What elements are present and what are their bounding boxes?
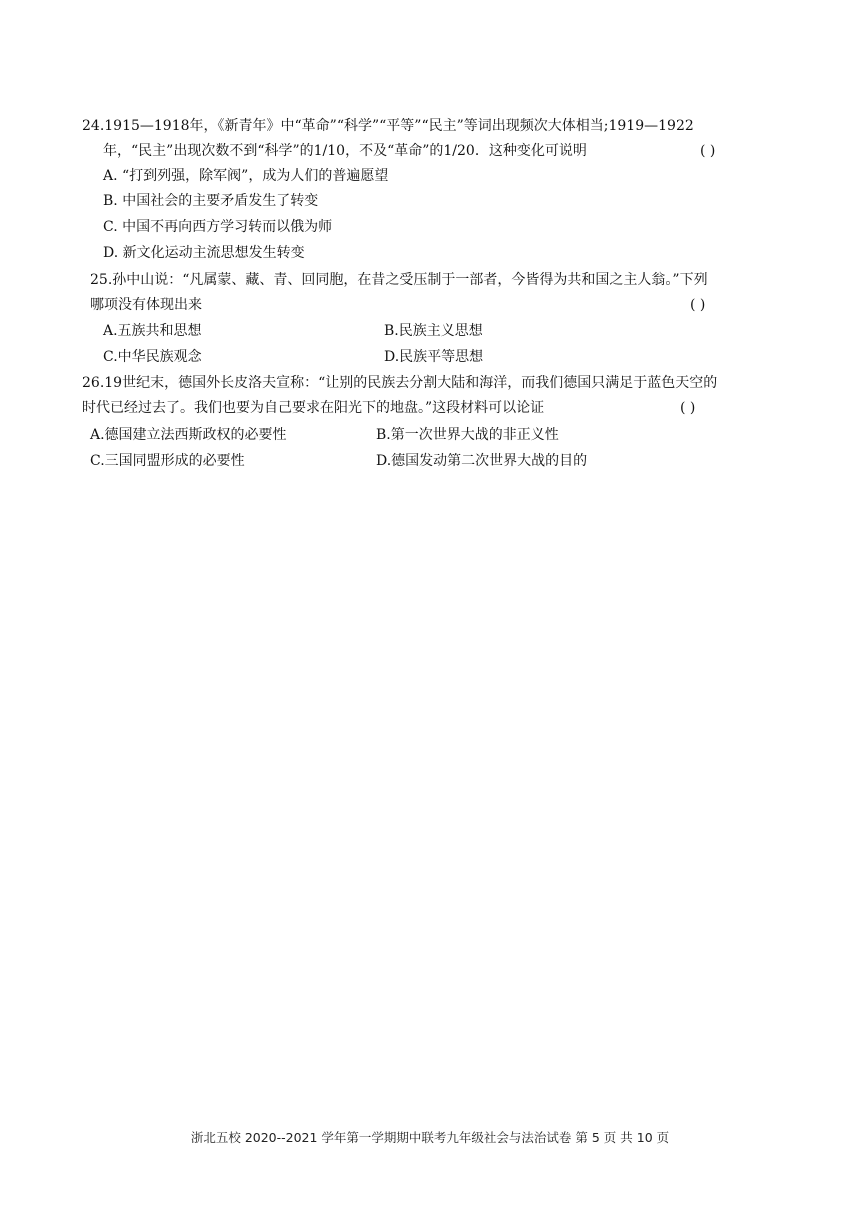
question-26-answer-paren[interactable]: ( ) — [680, 400, 696, 416]
page-footer: 浙北五校 2020--2021 学年第一学期期中联考九年级社会与法治试卷 第 5 页 共 10 页 — [190, 1130, 670, 1145]
question-25-option-c: C.中华民族观念 — [103, 349, 202, 365]
question-25-stem-line-1: 25.孙中山说：“凡属蒙、藏、青、回同胞，在昔之受压制于一部者，今皆得为共和国之主人翁。”下列 — [90, 272, 708, 288]
question-25-option-d: D.民族平等思想 — [384, 349, 484, 365]
question-26-option-c: C.三国同盟形成的必要性 — [90, 453, 245, 469]
question-26-option-a: A.德国建立法西斯政权的必要性 — [90, 427, 287, 443]
question-26-stem-line-2: 时代已经过去了。我们也要为自己要求在阳光下的地盘。”这段材料可以论证 — [82, 400, 545, 416]
question-24-option-d: D. 新文化运动主流思想发生转变 — [103, 245, 305, 261]
question-25-stem-line-2: 哪项没有体现出来 — [90, 297, 202, 313]
question-24-stem-line-1: 24.1915—1918年，《新青年》中“革命”“科学”“平等”“民主”等词出现频次大体相当;1919—1922 — [82, 118, 694, 134]
question-24-stem-line-2: 年，“民主”出现次数不到“科学”的1/10，不及“革命”的1/20．这种变化可说明 — [103, 143, 587, 159]
question-26-stem-line-1: 26.19世纪末，德国外长皮洛夫宣称：“让别的民族去分割大陆和海洋，而我们德国只满足于蓝色天空的 — [82, 375, 718, 391]
question-25-option-a: A.五族共和思想 — [103, 323, 202, 339]
question-25-answer-paren[interactable]: ( ) — [690, 297, 706, 313]
question-25-option-b: B.民族主义思想 — [384, 323, 483, 339]
question-24-option-a: A. “打到列强，除军阀”，成为人们的普遍愿望 — [103, 168, 389, 184]
question-24-option-b: B. 中国社会的主要矛盾发生了转变 — [103, 193, 319, 209]
question-26-option-b: B.第一次世界大战的非正义性 — [376, 427, 559, 443]
question-26-option-d: D.德国发动第二次世界大战的目的 — [376, 453, 588, 469]
question-24-answer-paren[interactable]: ( ) — [700, 143, 716, 159]
question-24-option-c: C. 中国不再向西方学习转而以俄为师 — [103, 219, 333, 235]
